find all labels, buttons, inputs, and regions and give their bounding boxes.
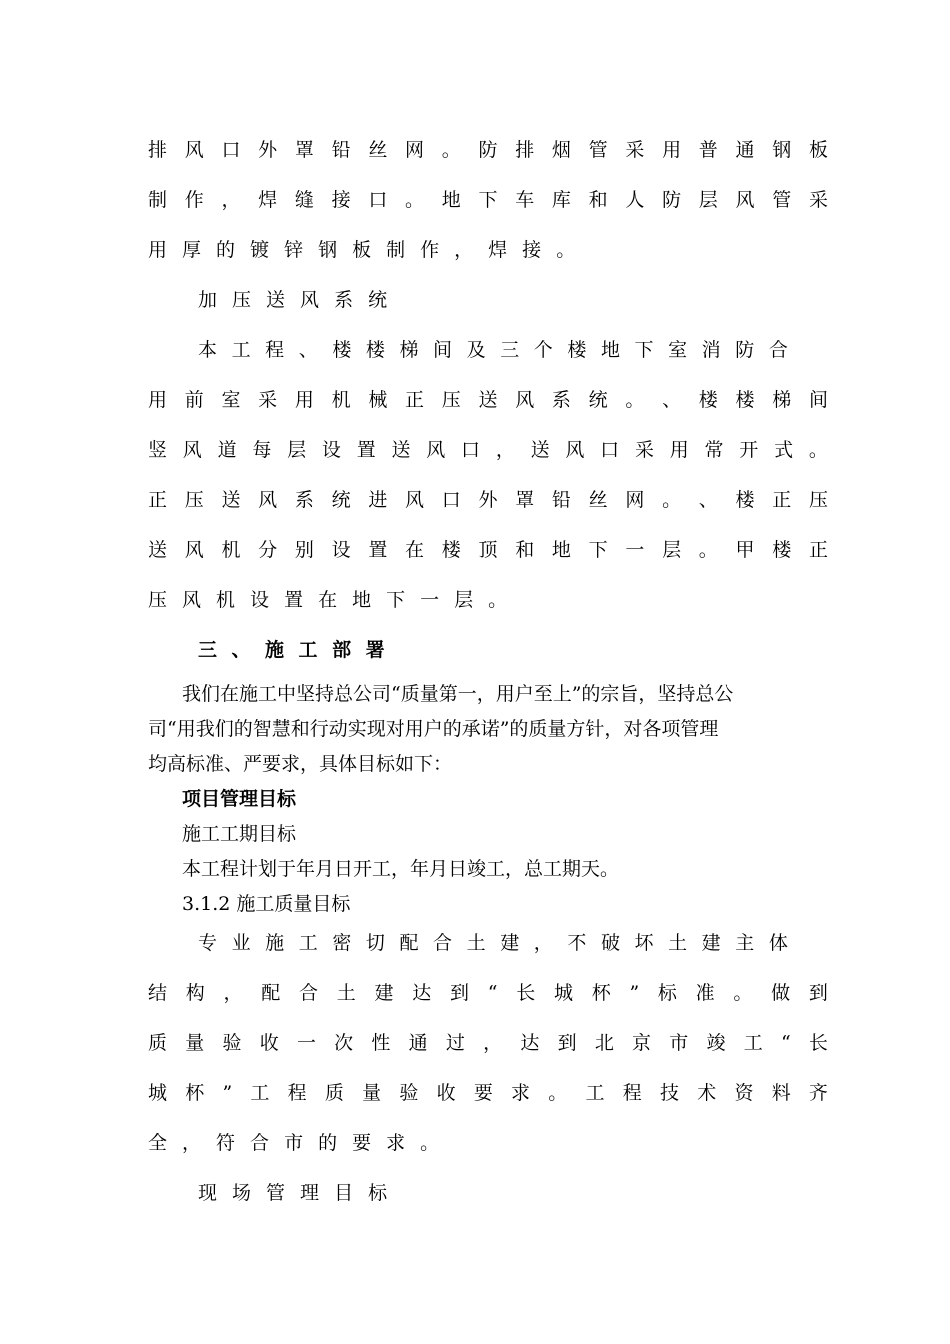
heading-quality-goals: 3.1.2 施工质量目标 xyxy=(182,893,351,915)
char: 城 xyxy=(148,1082,168,1104)
char: 正 xyxy=(808,539,828,561)
char: 设 xyxy=(331,539,351,561)
char: 到 xyxy=(450,982,470,1004)
char: 库 xyxy=(551,189,571,211)
char: 风 xyxy=(182,589,202,611)
char: 。 xyxy=(662,489,682,511)
char: 通 xyxy=(735,139,755,161)
char: ” xyxy=(222,1082,233,1104)
char: 专 xyxy=(198,932,218,954)
char: 楼 xyxy=(698,389,718,411)
char: 普 xyxy=(698,139,718,161)
char: 统 xyxy=(368,289,388,311)
char: 过 xyxy=(445,1032,465,1054)
char: 用 xyxy=(148,239,168,261)
char: 目 xyxy=(334,1182,354,1204)
char: 合 xyxy=(299,982,319,1004)
char: “ xyxy=(487,982,498,1004)
char: 口 xyxy=(368,189,388,211)
char: 。 xyxy=(733,982,753,1004)
char: 正 xyxy=(148,489,168,511)
char: 正 xyxy=(772,489,792,511)
char: 署 xyxy=(365,639,385,661)
char: 置 xyxy=(368,539,388,561)
text-line xyxy=(148,589,828,611)
char: 、 xyxy=(298,339,318,361)
char: 设 xyxy=(321,439,341,461)
char: 车 xyxy=(515,189,535,211)
char: 外 xyxy=(478,489,498,511)
char: 缝 xyxy=(294,189,314,211)
char: 业 xyxy=(231,932,251,954)
char: 楼 xyxy=(735,389,755,411)
char: 三 xyxy=(500,339,520,361)
text-line xyxy=(198,639,788,661)
text-line xyxy=(148,439,828,461)
char: 风 xyxy=(515,389,535,411)
char: 合 xyxy=(433,932,453,954)
char: 罩 xyxy=(515,489,535,511)
text-line xyxy=(148,982,828,1004)
char: 前 xyxy=(184,389,204,411)
char: 部 xyxy=(332,639,352,661)
char: 系 xyxy=(551,389,571,411)
char: 厚 xyxy=(182,239,202,261)
char: 加 xyxy=(198,289,218,311)
char: 接 xyxy=(331,189,351,211)
char: 每 xyxy=(252,439,272,461)
char: 北 xyxy=(594,1032,614,1054)
char: 送 xyxy=(266,289,286,311)
char: 用 xyxy=(669,439,689,461)
char: 梯 xyxy=(399,339,419,361)
char: 压 xyxy=(808,489,828,511)
char: 风 xyxy=(565,439,585,461)
char: 板 xyxy=(352,239,372,261)
char: 室 xyxy=(221,389,241,411)
text-line xyxy=(148,489,828,511)
char: 地 xyxy=(600,339,620,361)
char: 性 xyxy=(371,1032,391,1054)
char: 切 xyxy=(365,932,385,954)
char: 。 xyxy=(808,439,828,461)
char: 用 xyxy=(294,389,314,411)
char: 楼 xyxy=(365,339,385,361)
char: 下 xyxy=(588,539,608,561)
char: 程 xyxy=(622,1082,642,1104)
char: 下 xyxy=(478,189,498,211)
char: 层 xyxy=(287,439,307,461)
char: 质 xyxy=(148,1032,168,1054)
char: 系 xyxy=(334,289,354,311)
char: 。 xyxy=(548,1082,568,1104)
char: 个 xyxy=(533,339,553,361)
char: 管 xyxy=(266,1182,286,1204)
char: 现 xyxy=(198,1182,218,1204)
char: 。 xyxy=(420,1132,440,1154)
char: 一 xyxy=(420,589,440,611)
char: 压 xyxy=(441,389,461,411)
char: 术 xyxy=(697,1082,717,1104)
char: 不 xyxy=(567,932,587,954)
char: 一 xyxy=(296,1032,316,1054)
char: 置 xyxy=(284,589,304,611)
paragraph-line: 我们在施工中坚持总公司“质量第一，用户至上”的宗旨，坚持总公 xyxy=(182,683,734,705)
char: 三 xyxy=(198,639,218,661)
char: 标 xyxy=(368,1182,388,1204)
char: 分 xyxy=(258,539,278,561)
paragraph-line: 均高标准、严要求，具体目标如下： xyxy=(148,753,453,775)
char: 建 xyxy=(374,982,394,1004)
text-line xyxy=(148,239,828,261)
char: 钢 xyxy=(772,139,792,161)
char: 合 xyxy=(250,1132,270,1154)
char: 机 xyxy=(331,389,351,411)
char: 收 xyxy=(436,1082,456,1104)
char: 料 xyxy=(771,1082,791,1104)
char: 求 xyxy=(386,1132,406,1154)
char: 压 xyxy=(148,589,168,611)
char: ， xyxy=(483,1032,503,1054)
char: 风 xyxy=(258,489,278,511)
char: 工 xyxy=(298,639,318,661)
char: 送 xyxy=(148,539,168,561)
char: 配 xyxy=(261,982,281,1004)
char: 质 xyxy=(324,1082,344,1104)
char: 建 xyxy=(701,932,721,954)
text-line xyxy=(198,339,788,361)
char: 。 xyxy=(405,189,425,211)
char: 层 xyxy=(662,539,682,561)
char: 风 xyxy=(426,439,446,461)
char: 坏 xyxy=(634,932,654,954)
char: 建 xyxy=(500,932,520,954)
char: “ xyxy=(780,1032,791,1054)
char: 通 xyxy=(408,1032,428,1054)
char: 风 xyxy=(405,489,425,511)
char: 口 xyxy=(441,489,461,511)
char: 技 xyxy=(659,1082,679,1104)
char: 齐 xyxy=(808,1082,828,1104)
char: 丝 xyxy=(368,139,388,161)
char: 合 xyxy=(768,339,788,361)
char: 破 xyxy=(600,932,620,954)
char: 外 xyxy=(258,139,278,161)
char: 要 xyxy=(352,1132,372,1154)
char: 、 xyxy=(698,489,718,511)
char: 镀 xyxy=(250,239,270,261)
char: ” xyxy=(629,982,640,1004)
char: 验 xyxy=(222,1032,242,1054)
char: 竣 xyxy=(706,1032,726,1054)
char: 工 xyxy=(585,1082,605,1104)
char: 罩 xyxy=(294,139,314,161)
char: 正 xyxy=(405,389,425,411)
char: 送 xyxy=(391,439,411,461)
char: 地 xyxy=(551,539,571,561)
char: 工 xyxy=(231,339,251,361)
char: 施 xyxy=(265,932,285,954)
char: 楼 xyxy=(772,539,792,561)
char: 置 xyxy=(356,439,376,461)
char: 送 xyxy=(478,389,498,411)
char: 焊 xyxy=(258,189,278,211)
char: 锌 xyxy=(284,239,304,261)
text-line xyxy=(148,1032,828,1054)
char: 量 xyxy=(185,1032,205,1054)
char: 一 xyxy=(625,539,645,561)
char: 接 xyxy=(522,239,542,261)
text-line xyxy=(148,1132,828,1154)
char: 送 xyxy=(221,489,241,511)
char: 市 xyxy=(669,1032,689,1054)
char: 理 xyxy=(300,1182,320,1204)
char: 送 xyxy=(530,439,550,461)
char: 配 xyxy=(399,932,419,954)
char: 。 xyxy=(556,239,576,261)
char: ， xyxy=(182,1132,202,1154)
char: 本 xyxy=(198,339,218,361)
char: 风 xyxy=(184,139,204,161)
char: 统 xyxy=(331,489,351,511)
char: 铅 xyxy=(551,489,571,511)
char: 机 xyxy=(216,589,236,611)
char: 开 xyxy=(739,439,759,461)
char: 设 xyxy=(250,589,270,611)
char: 板 xyxy=(808,139,828,161)
char: 顶 xyxy=(478,539,498,561)
char: 竖 xyxy=(148,439,168,461)
char: 。 xyxy=(698,539,718,561)
char: 风 xyxy=(182,439,202,461)
char: 求 xyxy=(511,1082,531,1104)
char: 及 xyxy=(466,339,486,361)
char: 长 xyxy=(516,982,536,1004)
char: 楼 xyxy=(441,539,461,561)
char: 网 xyxy=(625,489,645,511)
char: 到 xyxy=(808,982,828,1004)
char: 体 xyxy=(768,932,788,954)
char: 别 xyxy=(294,539,314,561)
char: ， xyxy=(223,982,243,1004)
char: 系 xyxy=(294,489,314,511)
char: 防 xyxy=(662,189,682,211)
char: 下 xyxy=(386,589,406,611)
char: 楼 xyxy=(332,339,352,361)
char: 和 xyxy=(588,189,608,211)
char: 排 xyxy=(515,139,535,161)
char: 的 xyxy=(216,239,236,261)
char: 施 xyxy=(265,639,285,661)
char: 达 xyxy=(412,982,432,1004)
char: 在 xyxy=(405,539,425,561)
char: 工 xyxy=(743,1032,763,1054)
char: 符 xyxy=(216,1132,236,1154)
char: 密 xyxy=(332,932,352,954)
char: 风 xyxy=(300,289,320,311)
char: 口 xyxy=(600,439,620,461)
char: 在 xyxy=(318,589,338,611)
char: 口 xyxy=(461,439,481,461)
text-line xyxy=(148,539,828,561)
char: 压 xyxy=(232,289,252,311)
char: 地 xyxy=(352,589,372,611)
char: 作 xyxy=(184,189,204,211)
char: 用 xyxy=(662,139,682,161)
char: ， xyxy=(454,239,474,261)
char: 人 xyxy=(625,189,645,211)
char: 市 xyxy=(284,1132,304,1154)
char: 构 xyxy=(185,982,205,1004)
text-line xyxy=(198,289,788,311)
char: 铅 xyxy=(331,139,351,161)
text-line xyxy=(148,389,828,411)
char: 进 xyxy=(368,489,388,511)
heading-project-goals: 项目管理目标 xyxy=(182,788,297,810)
heading-schedule-goals: 施工工期目标 xyxy=(182,823,297,845)
char: 量 xyxy=(362,1082,382,1104)
char: 风 xyxy=(184,539,204,561)
char: 达 xyxy=(520,1032,540,1054)
char: 道 xyxy=(217,439,237,461)
char: 排 xyxy=(148,139,168,161)
char: 土 xyxy=(466,932,486,954)
char: 采 xyxy=(258,389,278,411)
char: 准 xyxy=(695,982,715,1004)
char: 作 xyxy=(420,239,440,261)
char: 验 xyxy=(399,1082,419,1104)
char: 次 xyxy=(334,1032,354,1054)
text-line xyxy=(198,1182,788,1204)
char: 梯 xyxy=(772,389,792,411)
char: 主 xyxy=(735,932,755,954)
char: 工 xyxy=(250,1082,270,1104)
char: ， xyxy=(221,189,241,211)
char: 层 xyxy=(698,189,718,211)
char: 京 xyxy=(632,1032,652,1054)
char: 、 xyxy=(231,639,251,661)
char: 间 xyxy=(808,389,828,411)
char: 械 xyxy=(368,389,388,411)
char: 做 xyxy=(771,982,791,1004)
char: 防 xyxy=(478,139,498,161)
char: 统 xyxy=(588,389,608,411)
char: 采 xyxy=(625,139,645,161)
char: 口 xyxy=(221,139,241,161)
char: 长 xyxy=(808,1032,828,1054)
char: 杯 xyxy=(185,1082,205,1104)
text-line xyxy=(148,139,828,161)
char: 收 xyxy=(259,1032,279,1054)
char: 防 xyxy=(735,339,755,361)
char: 程 xyxy=(265,339,285,361)
char: 机 xyxy=(221,539,241,561)
text-line xyxy=(198,932,788,954)
char: 制 xyxy=(148,189,168,211)
char: 杯 xyxy=(591,982,611,1004)
char: 层 xyxy=(454,589,474,611)
char: 丝 xyxy=(588,489,608,511)
char: 间 xyxy=(433,339,453,361)
char: 甲 xyxy=(735,539,755,561)
char: 全 xyxy=(148,1132,168,1154)
char: 到 xyxy=(557,1032,577,1054)
char: 烟 xyxy=(551,139,571,161)
char: 城 xyxy=(553,982,573,1004)
char: 资 xyxy=(734,1082,754,1104)
char: 焊 xyxy=(488,239,508,261)
char: 室 xyxy=(668,339,688,361)
char: 程 xyxy=(287,1082,307,1104)
char: 。 xyxy=(488,589,508,611)
char: 用 xyxy=(148,389,168,411)
char: 常 xyxy=(704,439,724,461)
paragraph-line: 司“用我们的智慧和行动实现对用户的承诺”的质量方针，对各项管理 xyxy=(148,718,719,740)
char: 地 xyxy=(441,189,461,211)
char: 采 xyxy=(808,189,828,211)
char: 场 xyxy=(232,1182,252,1204)
char: 要 xyxy=(473,1082,493,1104)
char: 和 xyxy=(515,539,535,561)
char: 采 xyxy=(634,439,654,461)
char: 钢 xyxy=(318,239,338,261)
char: 土 xyxy=(336,982,356,1004)
text-line xyxy=(148,1082,828,1104)
char: 管 xyxy=(588,139,608,161)
char: 土 xyxy=(668,932,688,954)
char: 结 xyxy=(148,982,168,1004)
char: 工 xyxy=(298,932,318,954)
schedule-text: 本工程计划于年月日开工，年月日竣工，总工期天。 xyxy=(182,858,620,880)
char: 楼 xyxy=(567,339,587,361)
char: 网 xyxy=(405,139,425,161)
char: 风 xyxy=(735,189,755,211)
char: 楼 xyxy=(735,489,755,511)
char: 。 xyxy=(441,139,461,161)
char: 管 xyxy=(772,189,792,211)
char: 下 xyxy=(634,339,654,361)
char: 式 xyxy=(774,439,794,461)
char: 消 xyxy=(701,339,721,361)
char: ， xyxy=(533,932,553,954)
char: 的 xyxy=(318,1132,338,1154)
char: 。 xyxy=(625,389,645,411)
char: 制 xyxy=(386,239,406,261)
char: 标 xyxy=(657,982,677,1004)
char: ， xyxy=(495,439,515,461)
char: 、 xyxy=(662,389,682,411)
text-line xyxy=(148,189,828,211)
char: 压 xyxy=(184,489,204,511)
